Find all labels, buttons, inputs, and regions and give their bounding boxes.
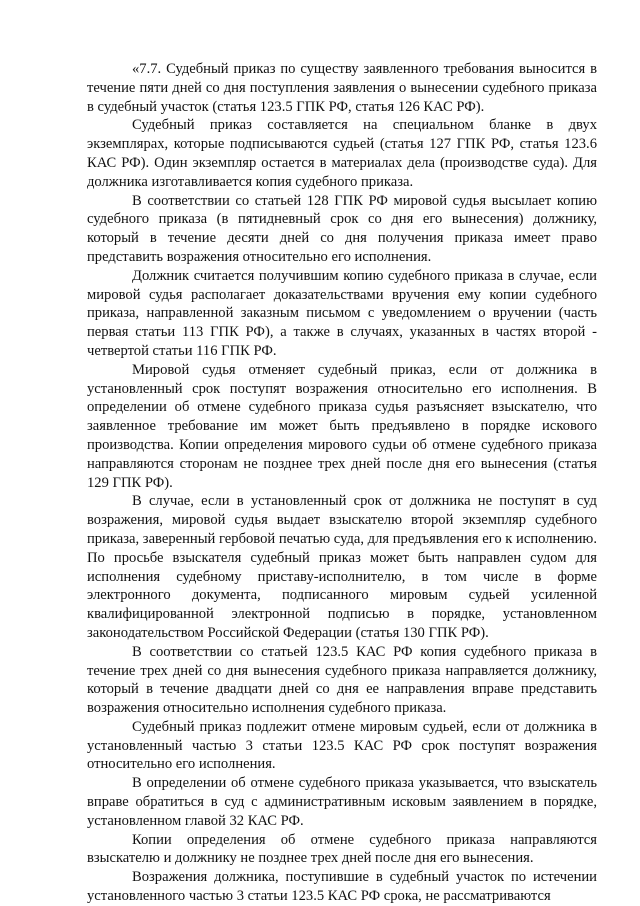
paragraph-receipt: Должник считается получившим копию судебного приказа в случае, если мировой судья располагает доказательствами вручения ему копии судебного приказа, направленной заказным письмом с уведомлением о вручении (часть первая статьи 113 ГПК РФ), а также в случаях, указанных в частях второй - четвертой статьи 116 ГПК РФ. — [87, 267, 597, 359]
paragraph-kas-copy: В соответствии со статьей 123.5 КАС РФ копия судебного приказа в течение трех дней со дня вынесения судебного приказа направляется должнику, который в течение двадцати дней со дня ее направления вправе представить возражения относительно исполнения судебного приказа. — [87, 643, 597, 717]
paragraph-kas-ruling: В определении об отмене судебного приказа указывается, что взыскатель вправе обратиться в суд с административным исковым заявлением в порядке, установленном главой 32 КАС РФ. — [87, 775, 597, 829]
paragraph-blank-form: Судебный приказ составляется на специальном бланке в двух экземплярах, которые подписываются судьей (статья 127 ГПК РФ, статья 123.6 КАС РФ). Один экземпляр остается в материалах дела (производстве суда). Для должника изготавливается копия судебного приказа. — [87, 117, 597, 190]
paragraph-kas-cancellation: Судебный приказ подлежит отмене мировым судьей, если от должника в установленный частью 3 статьи 123.5 КАС РФ срок поступят возражения относительно его исполнения. — [87, 718, 597, 773]
paragraph-late-objections: Возражения должника, поступившие в судебный участок по истечении установленного частью 3 статьи 123.5 КАС РФ срока, не рассматриваются — [87, 869, 597, 905]
paragraph-ruling-copies: Копии определения об отмене судебного приказа направляются взыскателю и должнику не позднее трех дней после дня его вынесения. — [87, 831, 597, 867]
paragraph-copy-sent: В соответствии со статьей 128 ГПК РФ мировой судья высылает копию судебного приказа (в пятидневный срок со дня его вынесения) должнику, который в течение десяти дней со дня получения приказа имеет право представить возражения относительно его исполнения. — [87, 192, 597, 265]
paragraph-second-copy: В случае, если в установленный срок от должника не поступят в суд возражения, мировой судья выдает взыскателю второй экземпляр судебного приказа, заверенный гербовой печатью суда, для предъявления его к исполнению. По просьбе взыскателя судебный приказ может быть направлен судом для исполнения судебному приставу-исполнителю, в том числе в форме электронного документа, подписанного мировым судьей усиленной квалифицированной электронной подписью в порядке, установленном законодательством Российской Федерации (статья 130 ГПК РФ). — [87, 493, 597, 641]
paragraph-7-7-intro: «7.7. Судебный приказ по существу заявленного требования выносится в течение пяти дней со дня поступления заявления о вынесении судебного приказа в судебный участок (статья 123.5 ГПК РФ, статья 126 КАС РФ). — [87, 61, 597, 115]
document-page — [87, 60, 597, 906]
paragraph-cancellation: Мировой судья отменяет судебный приказ, если от должника в установленный срок поступят возражения относительно его исполнения. В определении об отмене судебного приказа судья разъясняет взыскателю, что заявленное требование им может быть предъявлено в порядке искового производства. Копии определения мирового судьи об отмене судебного приказа направляются сторонам не позднее трех дней после дня его вынесения (статья 129 ГПК РФ). — [87, 361, 597, 491]
